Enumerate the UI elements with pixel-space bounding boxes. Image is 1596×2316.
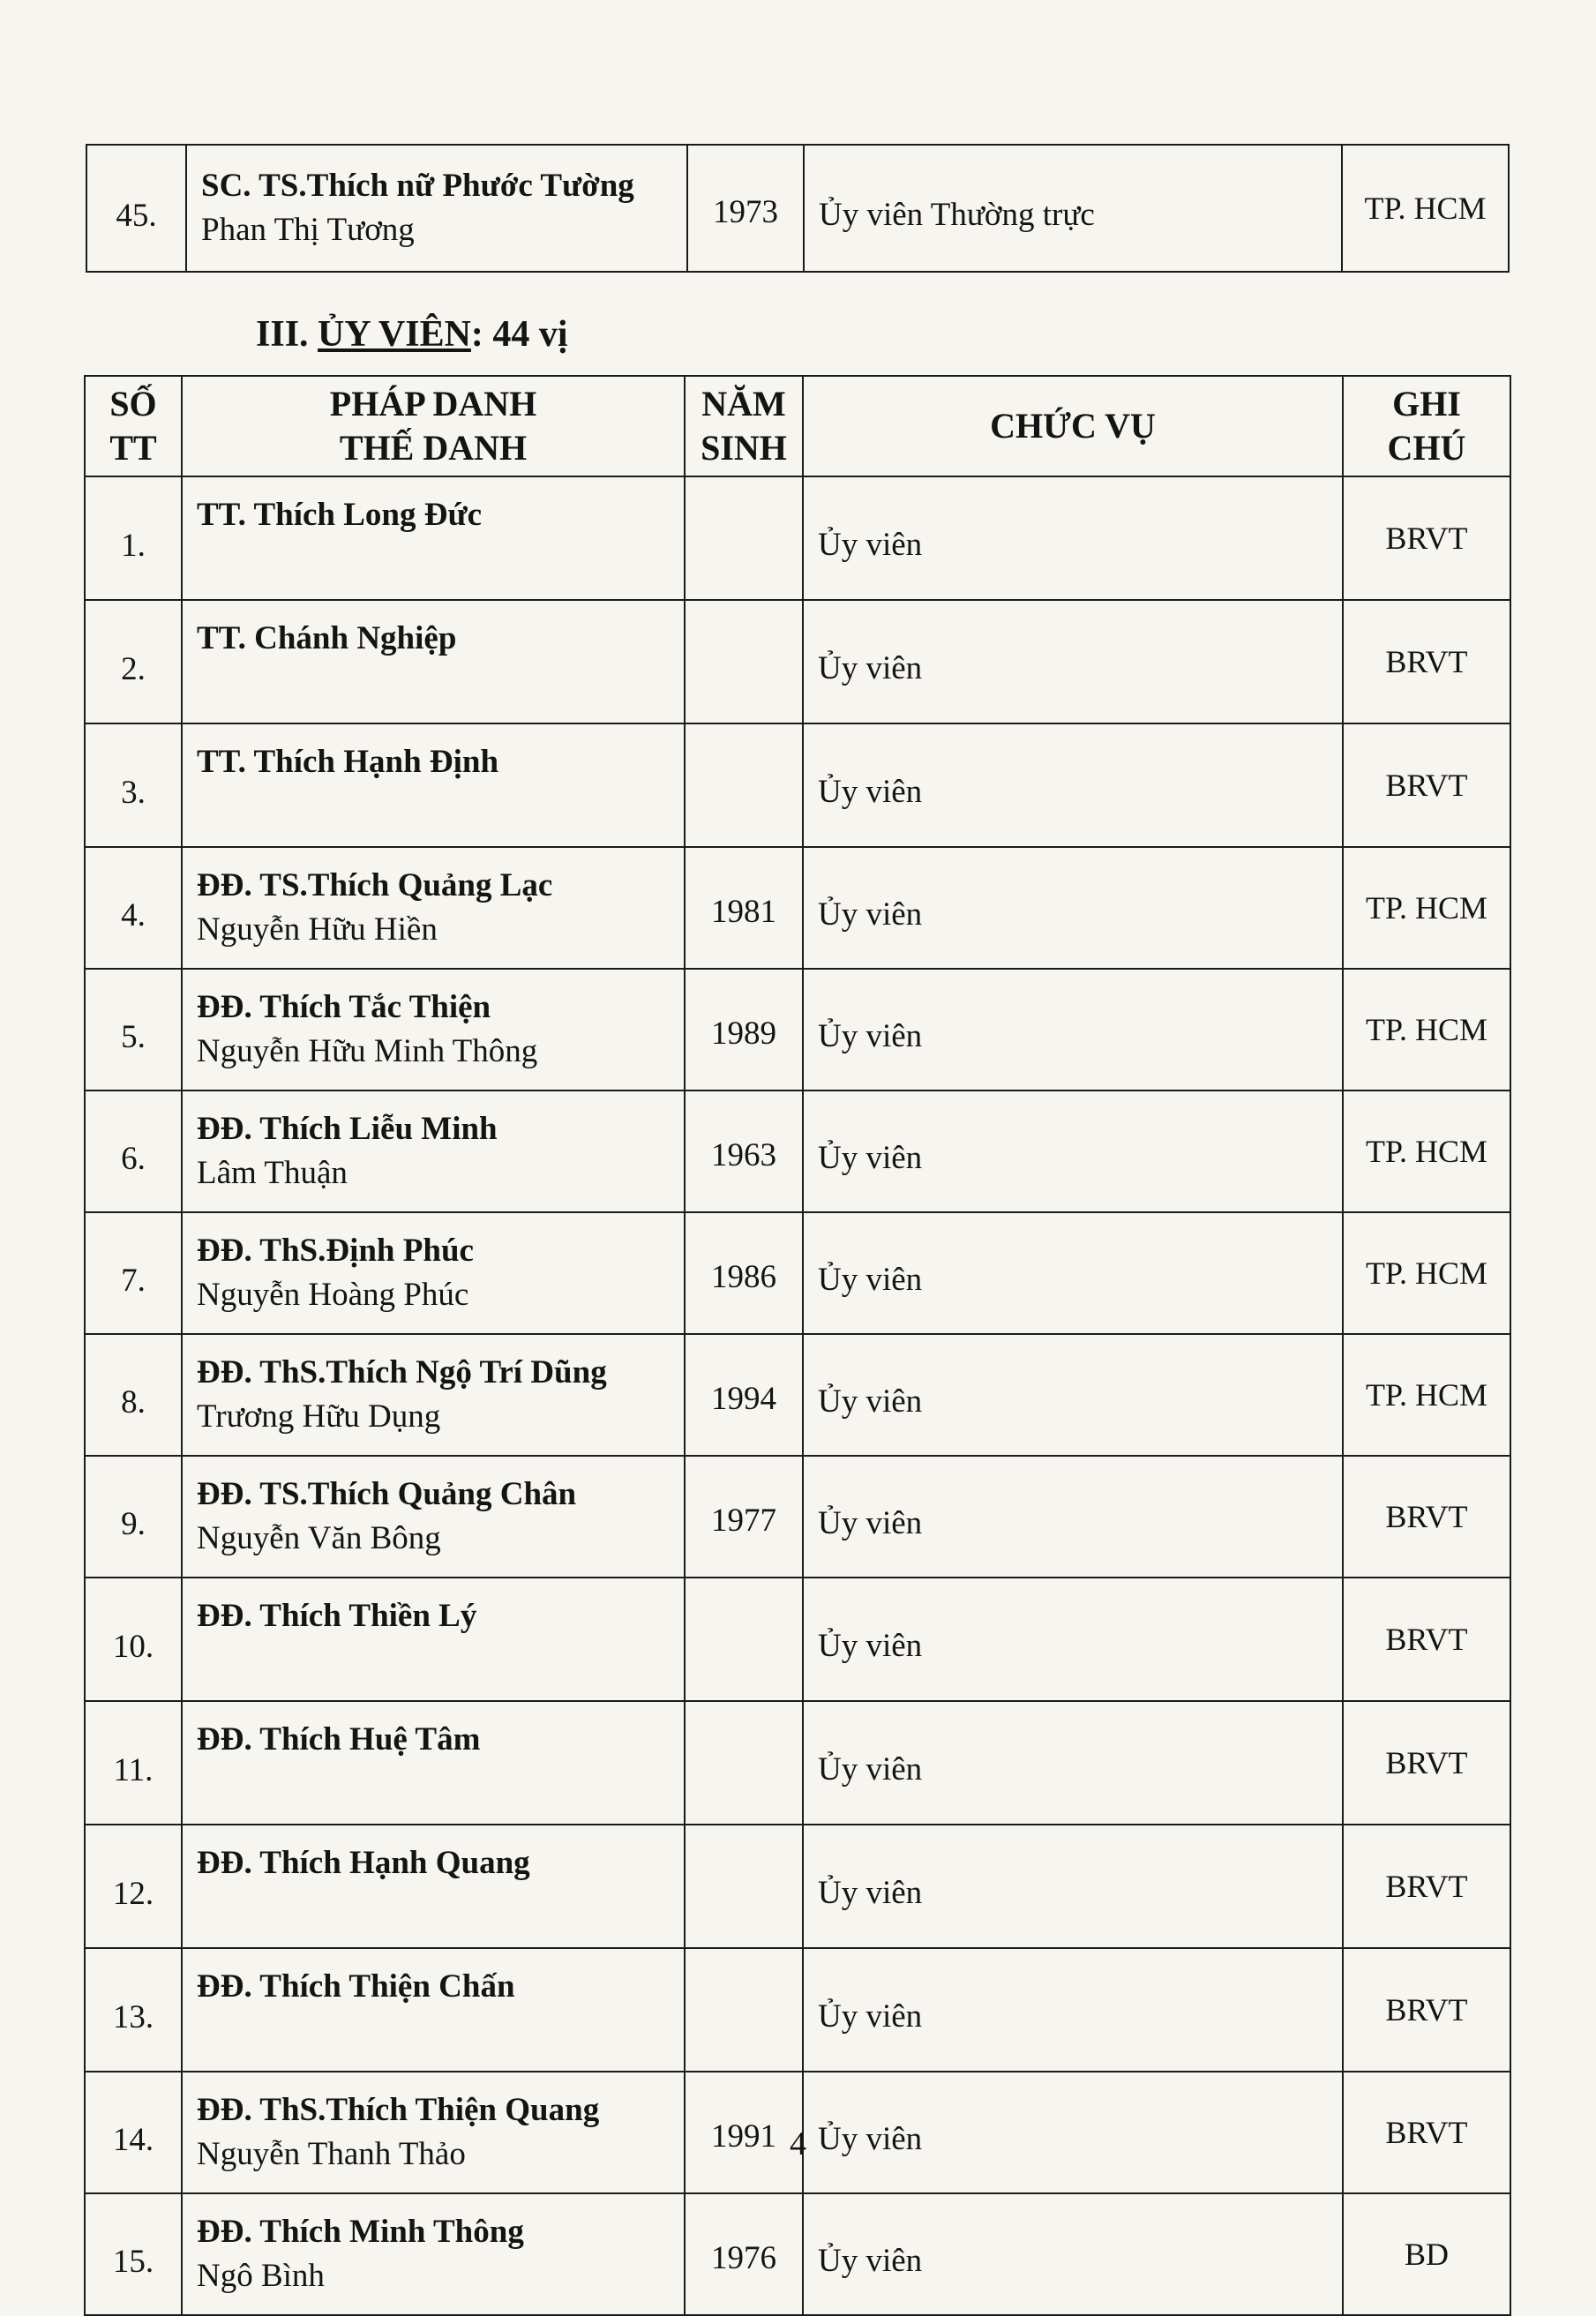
members-table — [84, 375, 1511, 2316]
row-number: 9. — [85, 1456, 182, 1578]
name-cell — [186, 145, 687, 272]
note: BRVT — [1343, 723, 1510, 847]
note: BRVT — [1343, 1948, 1510, 2072]
dharma-name: TT. Thích Long Đức — [197, 497, 483, 533]
birth-year — [685, 1701, 803, 1825]
name-cell — [182, 476, 685, 600]
name-cell — [182, 847, 685, 969]
name-cell — [182, 1091, 685, 1212]
note: TP. HCM — [1342, 145, 1509, 272]
dharma-name: ĐĐ. Thích Liễu Minh — [197, 1111, 498, 1147]
birth-year — [685, 1578, 803, 1701]
birth-year: 1991 — [685, 2072, 803, 2193]
table-row — [85, 1825, 1510, 1948]
section-title: ỦY VIÊN — [318, 314, 471, 355]
name-cell — [182, 600, 685, 723]
note: BRVT — [1343, 1701, 1510, 1825]
note: TP. HCM — [1343, 969, 1510, 1091]
lay-name: Lâm Thuận — [197, 1155, 348, 1191]
dharma-name: TT. Thích Hạnh Định — [197, 744, 499, 780]
row-number: 1. — [85, 476, 182, 600]
table-row — [85, 2193, 1510, 2315]
birth-year: 1977 — [685, 1456, 803, 1578]
row-number: 5. — [85, 969, 182, 1091]
row-number: 7. — [85, 1212, 182, 1334]
position: Ủy viên — [803, 1212, 1343, 1334]
section-prefix: III. — [256, 314, 318, 355]
name-cell — [182, 2193, 685, 2315]
position: Ủy viên — [803, 600, 1343, 723]
name-cell — [182, 969, 685, 1091]
row-number: 14. — [85, 2072, 182, 2193]
note: TP. HCM — [1343, 1091, 1510, 1212]
table-row — [85, 1334, 1510, 1456]
position: Ủy viên — [803, 1701, 1343, 1825]
position: Ủy viên — [803, 723, 1343, 847]
dharma-name: ĐĐ. ThS.Thích Thiện Quang — [197, 2092, 600, 2128]
section-heading — [256, 313, 568, 356]
position: Ủy viên — [803, 969, 1343, 1091]
birth-year: 1994 — [685, 1334, 803, 1456]
table-header-row — [85, 376, 1510, 476]
name-cell — [182, 1334, 685, 1456]
position: Ủy viên — [803, 847, 1343, 969]
note: BRVT — [1343, 600, 1510, 723]
note: TP. HCM — [1343, 847, 1510, 969]
row-number: 6. — [85, 1091, 182, 1212]
note: BRVT — [1343, 476, 1510, 600]
birth-year — [685, 1825, 803, 1948]
dharma-name: ĐĐ. Thích Minh Thông — [197, 2214, 524, 2250]
birth-year: 1986 — [685, 1212, 803, 1334]
section-count: : 44 vị — [470, 314, 568, 355]
table-row — [86, 145, 1509, 272]
note: BRVT — [1343, 2072, 1510, 2193]
position: Ủy viên — [803, 1948, 1343, 2072]
note: BD — [1343, 2193, 1510, 2315]
previous-section-table — [86, 144, 1510, 273]
table-row — [85, 476, 1510, 600]
dharma-name: ĐĐ. TS.Thích Quảng Chân — [197, 1476, 577, 1512]
header-note: GHI CHÚ — [1343, 376, 1510, 476]
name-cell — [182, 1456, 685, 1578]
position: Ủy viên — [803, 1456, 1343, 1578]
lay-name: Phan Thị Tương — [201, 212, 415, 248]
row-number: 12. — [85, 1825, 182, 1948]
birth-year: 1973 — [687, 145, 804, 272]
dharma-name: ĐĐ. Thích Huệ Tâm — [197, 1721, 481, 1758]
dharma-name: TT. Chánh Nghiệp — [197, 620, 457, 656]
birth-year — [685, 600, 803, 723]
row-number: 45. — [86, 145, 186, 272]
row-number: 3. — [85, 723, 182, 847]
note: BRVT — [1343, 1825, 1510, 1948]
table-row — [85, 1701, 1510, 1825]
row-number: 13. — [85, 1948, 182, 2072]
note: BRVT — [1343, 1456, 1510, 1578]
header-year: NĂM SINH — [685, 376, 803, 476]
birth-year — [685, 723, 803, 847]
table-row — [85, 1948, 1510, 2072]
birth-year — [685, 476, 803, 600]
birth-year: 1963 — [685, 1091, 803, 1212]
lay-name: Trương Hữu Dụng — [197, 1398, 441, 1435]
table-row — [85, 1456, 1510, 1578]
table-row — [85, 1578, 1510, 1701]
dharma-name: ĐĐ. ThS.Thích Ngộ Trí Dũng — [197, 1354, 607, 1390]
row-number: 2. — [85, 600, 182, 723]
lay-name: Nguyễn Văn Bông — [197, 1520, 441, 1556]
position: Ủy viên — [803, 1825, 1343, 1948]
name-cell — [182, 1212, 685, 1334]
name-cell — [182, 1701, 685, 1825]
header-name: PHÁP DANH THẾ DANH — [182, 376, 685, 476]
lay-name: Nguyễn Hữu Minh Thông — [197, 1033, 538, 1069]
dharma-name: SC. TS.Thích nữ Phước Tường — [201, 168, 634, 204]
dharma-name: ĐĐ. Thích Thiền Lý — [197, 1598, 477, 1634]
dharma-name: ĐĐ. Thích Hạnh Quang — [197, 1845, 530, 1881]
position: Ủy viên Thường trực — [804, 145, 1342, 272]
row-number: 11. — [85, 1701, 182, 1825]
table-row — [85, 847, 1510, 969]
dharma-name: ĐĐ. Thích Thiện Chấn — [197, 1968, 515, 2005]
lay-name: Nguyễn Hữu Hiền — [197, 911, 438, 948]
birth-year: 1989 — [685, 969, 803, 1091]
lay-name: Ngô Bình — [197, 2258, 325, 2294]
lay-name: Nguyễn Hoàng Phúc — [197, 1277, 469, 1313]
note: TP. HCM — [1343, 1334, 1510, 1456]
name-cell — [182, 1948, 685, 2072]
header-stt: SỐ TT — [85, 376, 182, 476]
table-row — [85, 600, 1510, 723]
table-row — [85, 1212, 1510, 1334]
lay-name: Nguyễn Thanh Thảo — [197, 2136, 466, 2172]
position: Ủy viên — [803, 1578, 1343, 1701]
dharma-name: ĐĐ. ThS.Định Phúc — [197, 1233, 474, 1269]
position: Ủy viên — [803, 2193, 1343, 2315]
row-number: 4. — [85, 847, 182, 969]
name-cell — [182, 723, 685, 847]
name-cell — [182, 1578, 685, 1701]
position: Ủy viên — [803, 1091, 1343, 1212]
position: Ủy viên — [803, 2072, 1343, 2193]
row-number: 15. — [85, 2193, 182, 2315]
note: BRVT — [1343, 1578, 1510, 1701]
table-row — [85, 1091, 1510, 1212]
row-number: 10. — [85, 1578, 182, 1701]
note: TP. HCM — [1343, 1212, 1510, 1334]
table-row — [85, 723, 1510, 847]
position: Ủy viên — [803, 1334, 1343, 1456]
name-cell — [182, 1825, 685, 1948]
birth-year: 1981 — [685, 847, 803, 969]
birth-year — [685, 1948, 803, 2072]
row-number: 8. — [85, 1334, 182, 1456]
header-role: CHỨC VỤ — [803, 376, 1343, 476]
dharma-name: ĐĐ. Thích Tắc Thiện — [197, 989, 491, 1025]
position: Ủy viên — [803, 476, 1343, 600]
dharma-name: ĐĐ. TS.Thích Quảng Lạc — [197, 867, 553, 903]
birth-year: 1976 — [685, 2193, 803, 2315]
table-row — [85, 969, 1510, 1091]
page-number: 4 — [790, 2125, 806, 2162]
table-body — [85, 476, 1510, 2315]
